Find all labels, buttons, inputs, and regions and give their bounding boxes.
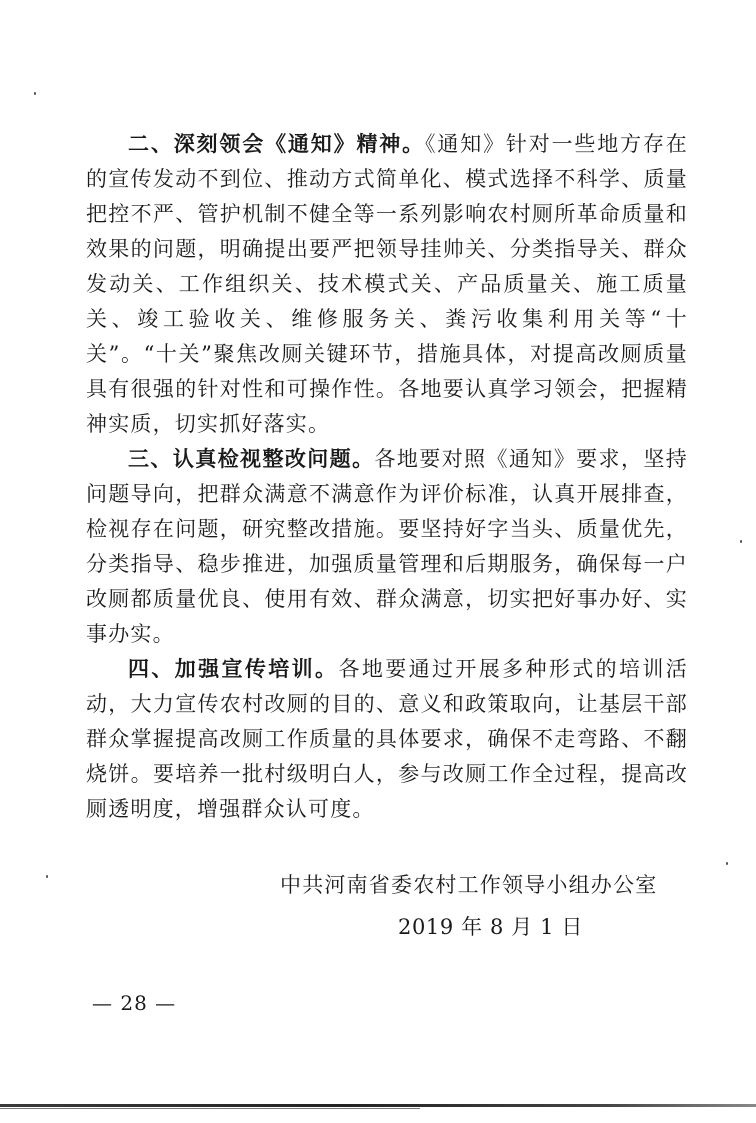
signature-date: 2019 年 8 月 1 日 [398,915,583,939]
paragraph-text: 各地要对照《通知》要求，坚持问题导向，把群众满意不满意作为评价标准，认真开展排查，检视存在问题，研究整改措施。要坚持好字当头、质量优先，分类指导、稳步推进，加强质量管理和后期服务，确保每一户改厕都质量优良、使用有效、群众满意，切实把好事办好、实事办实。 [86,447,688,646]
scan-speck [740,540,742,543]
paragraph-understand-notice [86,127,688,442]
scan-edge-line [0,1108,420,1109]
paragraph-text: 各地要通过开展多种形式的培训活动，大力宣传农村改厕的目的、意义和政策取向，让基层干部群众掌握提高改厕工作质量的具体要求，确保不走弯路、不翻烧饼。要培养一批村级明白人，参与改厕工作全过程，提高改厕透明度，增强群众认可度。 [86,657,689,821]
paragraph-text: 《通知》针对一些地方存在的宣传发动不到位、推动方式简单化、模式选择不科学、质量把控不严、管护机制不健全等一系列影响农村厕所革命质量和效果的问题，明确提出要严把领导挂帅关、分类指导关、群众发动关、工作组织关、技术模式关、产品质量关、施工质量关、竣工验收关、维修服务关、粪污收集利用关等“十关”。“十关”聚焦改厕关键环节，措施具体，对提高改厕质量具有很强的针对性和可操作性。各地要认真学习领会，把握精神实质，切实抓好落实。 [86,132,688,436]
document-body [86,127,688,827]
paragraph-rectify-problems [86,442,688,652]
scan-speck [726,862,728,865]
paragraph-heading: 三、认真检视整改问题。 [128,447,375,471]
scan-edge-line [0,1104,756,1107]
page-number: — 28 — [92,991,177,1015]
paragraph-heading: 四、加强宣传培训。 [128,657,339,681]
signature-organization: 中共河南省委农村工作领导小组办公室 [280,873,658,897]
paragraph-publicity-training [86,652,688,827]
scan-speck [46,875,48,878]
scan-speck [34,92,36,95]
paragraph-heading: 二、深刻领会《通知》精神。 [128,132,425,156]
